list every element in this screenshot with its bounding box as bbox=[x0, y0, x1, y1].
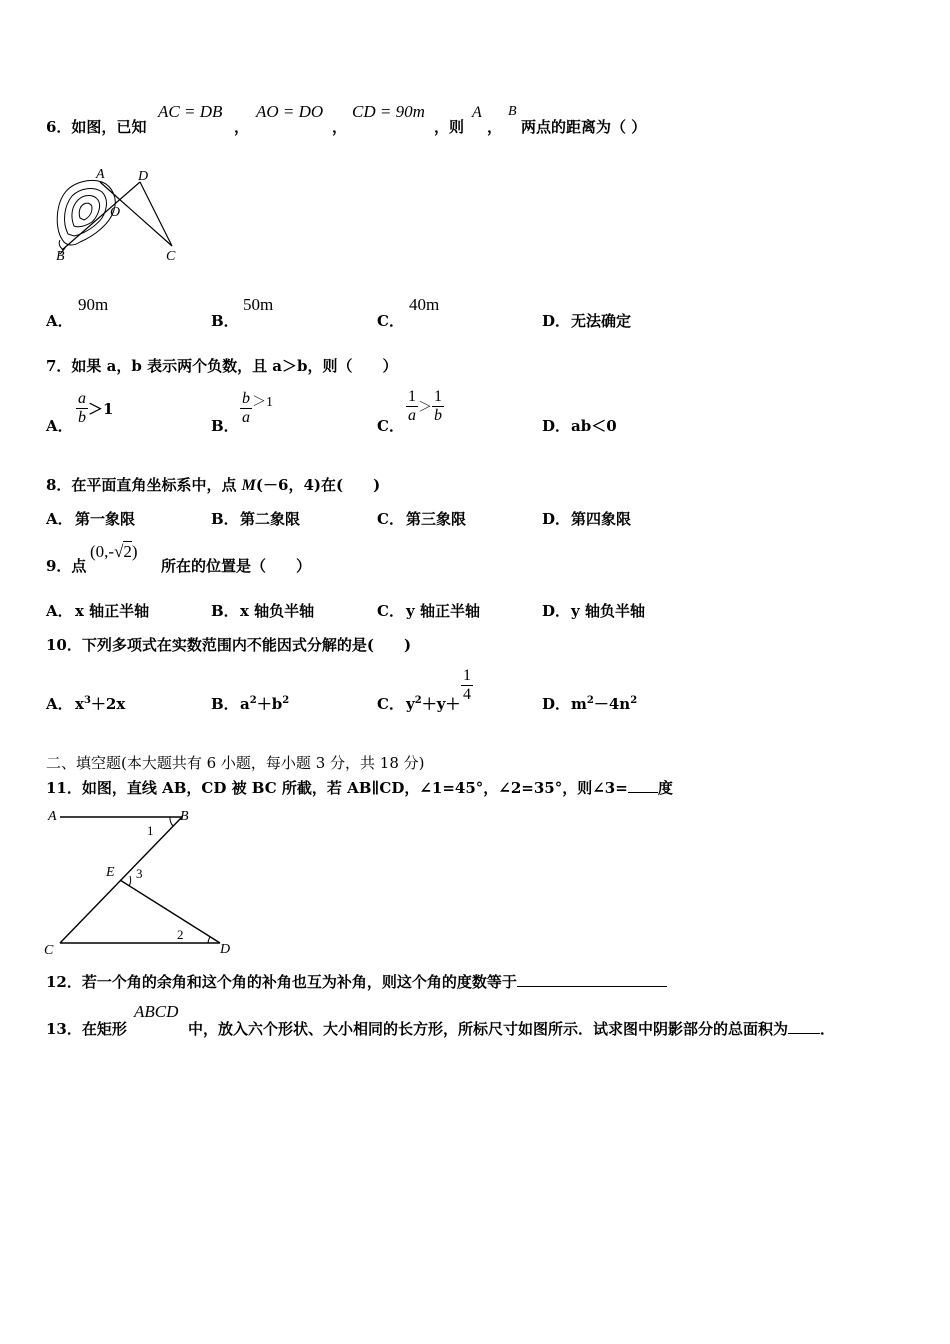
q6-stem-number: 6．如图，已知 bbox=[46, 118, 147, 136]
q8-option-a-value[interactable]: 第一象限 bbox=[75, 510, 136, 528]
q10-option-a-value[interactable]: $x^3+2x$ bbox=[75, 695, 126, 713]
q10-option-c-label: C． bbox=[377, 695, 404, 713]
q6-label-d: D bbox=[138, 169, 149, 184]
q8-stem: 8．在平面直角坐标系中，点 M(－6，4)在( ) bbox=[46, 476, 381, 494]
q7-c-fraction-2: $\frac{1}{b}$ bbox=[434, 388, 442, 424]
q7-b-fraction: $\frac{b}{a}$ bbox=[242, 390, 250, 426]
q9-option-c-label: C． bbox=[377, 602, 404, 620]
q6-label-o: O bbox=[110, 205, 121, 220]
q10-option-c-value[interactable]: $y^2+y+$ bbox=[406, 695, 461, 713]
q7-option-a-label: A． bbox=[46, 417, 73, 435]
q9-coordinate: (0,-√2) bbox=[90, 542, 138, 561]
q9-option-a-value[interactable]: x 轴正半轴 bbox=[75, 602, 150, 620]
q7-option-b-value[interactable]: $\frac{b}{a}$ ＞1 bbox=[242, 390, 273, 426]
q11-angle-1-label: 1 bbox=[147, 823, 154, 838]
q12-stem: 12．若一个角的余角和这个角的补角也互为补角，则这个角的度数等于 bbox=[46, 971, 667, 992]
q11-line-ed bbox=[120, 880, 220, 943]
q6-label-a: A bbox=[96, 167, 105, 182]
q13-answer-blank[interactable] bbox=[788, 1033, 820, 1034]
q9-option-d-value[interactable]: y 轴负半轴 bbox=[571, 602, 645, 620]
sqrt-icon: √ bbox=[114, 542, 124, 561]
section-2-heading: 二、填空题(本大题共有 6 小题，每小题 3 分，共 18 分) bbox=[46, 754, 425, 772]
q7-option-a-value[interactable]: $\frac{a}{b}$ ＞1 bbox=[78, 390, 114, 426]
q6-option-d-value[interactable]: 无法确定 bbox=[571, 312, 632, 330]
q6-point-a: A bbox=[472, 104, 482, 121]
q7-stem: 7．如果 a，b 表示两个负数，且 a＞b，则（ ） bbox=[46, 357, 398, 375]
q11-figure bbox=[42, 804, 242, 956]
q12-answer-blank[interactable] bbox=[517, 986, 667, 987]
q8-option-a-label: A． bbox=[46, 510, 73, 528]
q11-angle-1-arc bbox=[170, 817, 173, 826]
q11-angle-3-arc bbox=[129, 876, 131, 886]
q9-option-c-value[interactable]: y 轴正半轴 bbox=[406, 602, 480, 620]
q8-option-d-label: D． bbox=[542, 510, 571, 528]
q7-option-c-label: C． bbox=[377, 417, 404, 435]
q8-option-b-label: B． bbox=[211, 510, 239, 528]
q10-option-d-label: D． bbox=[542, 695, 571, 713]
q10-option-b-label: B． bbox=[211, 695, 239, 713]
q13-rect-name: ABCD bbox=[134, 1002, 179, 1021]
q6-label-c: C bbox=[166, 249, 176, 264]
q6-sep-1: ， bbox=[234, 118, 250, 136]
q6-label-b: B bbox=[56, 249, 65, 264]
q13-pre: 13．在矩形 bbox=[46, 1020, 127, 1038]
q6-point-b: B bbox=[508, 104, 517, 119]
q11-stem: 11．如图，直线 AB，CD 被 BC 所截，若 AB∥CD，∠1=45°，∠2=35°，则∠3= 度 bbox=[46, 779, 673, 797]
q9-pre: 9．点 bbox=[46, 557, 87, 575]
q7-option-b-label: B． bbox=[211, 417, 239, 435]
q8-option-c-label: C． bbox=[377, 510, 404, 528]
q6-eq-ao-do: AO = DO bbox=[256, 102, 324, 121]
q10-option-a-label: A． bbox=[46, 695, 73, 713]
q10-option-b-value[interactable]: $a^2+b^2$ bbox=[240, 695, 290, 713]
q6-option-b-label: B． bbox=[211, 312, 239, 330]
q7-option-c-value[interactable]: $\frac{1}{a}$ ＞ $\frac{1}{b}$ bbox=[408, 388, 442, 424]
q6-option-b-value[interactable]: 50m bbox=[243, 295, 274, 314]
q11-answer-blank[interactable] bbox=[628, 792, 658, 793]
q10-option-d-value[interactable]: $m^2-4n^2$ bbox=[571, 695, 638, 713]
q13-post: 中，放入六个形状、大小相同的长方形，所标尺寸如图所示．试求图中阴影部分的总面积为 ． bbox=[188, 1020, 836, 1038]
q8-option-b-value[interactable]: 第二象限 bbox=[240, 510, 301, 528]
q6-option-c-value[interactable]: 40m bbox=[409, 295, 440, 314]
q9-option-b-value[interactable]: x 轴负半轴 bbox=[240, 602, 315, 620]
q6-then: ，则 bbox=[434, 118, 465, 136]
q8-option-d-value[interactable]: 第四象限 bbox=[571, 510, 632, 528]
q6-sep-2: ， bbox=[332, 118, 348, 136]
q7-c-fraction-1: $\frac{1}{a}$ bbox=[408, 388, 416, 424]
q6-option-a-value[interactable]: 90m bbox=[78, 295, 109, 314]
q7-option-d-label: D． bbox=[542, 417, 571, 435]
q6-option-c-label: C． bbox=[377, 312, 404, 330]
q7-a-fraction: $\frac{a}{b}$ bbox=[78, 390, 86, 426]
q6-option-a-label: A． bbox=[46, 312, 73, 330]
q10-stem: 10．下列多项式在实数范围内不能因式分解的是( ) bbox=[46, 636, 412, 654]
q7-option-d-value[interactable]: ab＜0 bbox=[571, 417, 617, 435]
q6-sep-3: ， bbox=[487, 118, 503, 136]
q6-pond-shape bbox=[57, 181, 115, 255]
q11-label-b: B bbox=[180, 809, 189, 824]
q11-angle-2-label: 2 bbox=[177, 927, 184, 942]
q9-option-a-label: A． bbox=[46, 602, 73, 620]
q6-option-d-label: D． bbox=[542, 312, 571, 330]
q11-label-a: A bbox=[48, 809, 57, 824]
q11-label-e: E bbox=[106, 865, 115, 880]
q6-figure bbox=[50, 162, 190, 266]
q11-angle-2-arc bbox=[208, 937, 210, 943]
q9-option-b-label: B． bbox=[211, 602, 239, 620]
q11-label-d: D bbox=[220, 942, 231, 956]
q6-eq-cd-90m: CD = 90m bbox=[352, 102, 425, 121]
q9-post: 所在的位置是（ ） bbox=[161, 557, 312, 575]
q9-option-d-label: D． bbox=[542, 602, 571, 620]
q11-angle-3-label: 3 bbox=[136, 866, 143, 881]
q11-label-c: C bbox=[44, 943, 54, 956]
q6-stem-tail: 两点的距离为（ ） bbox=[521, 118, 647, 136]
q6-eq-ac-db: AC = DB bbox=[158, 102, 223, 121]
q10-c-fraction: $\frac{1}{4}$ bbox=[463, 667, 471, 703]
q8-option-c-value[interactable]: 第三象限 bbox=[406, 510, 467, 528]
